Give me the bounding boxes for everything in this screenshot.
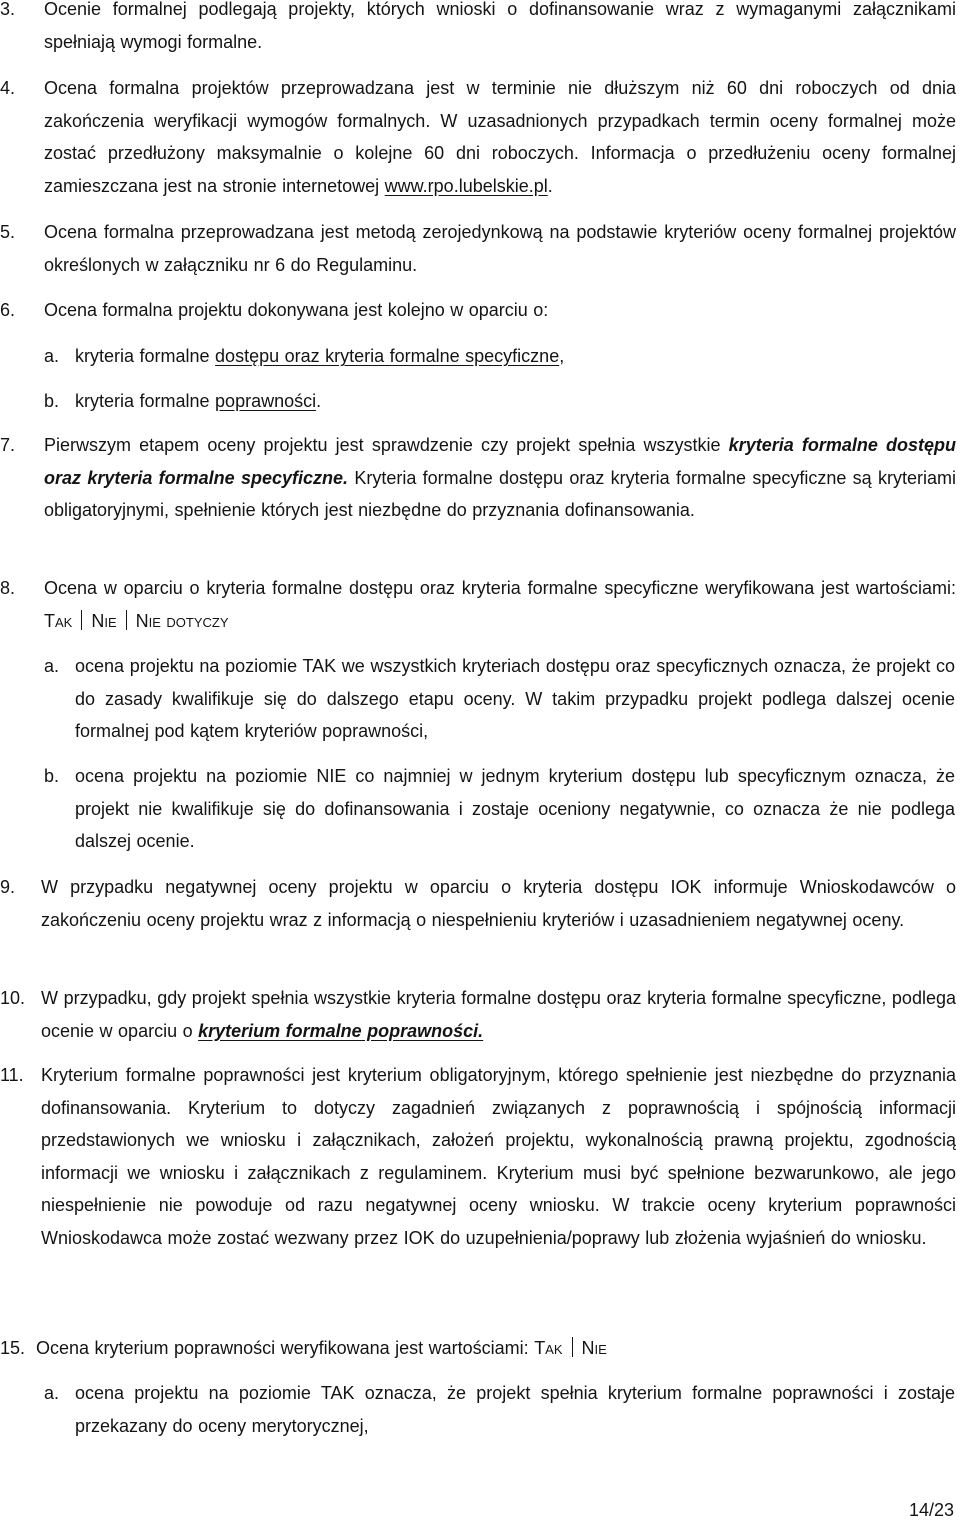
list-item-text: ocena projektu na poziomie NIE co najmniej w jednym kryterium dostępu lub specyficznym oznacza, że projekt nie kwalifikuje się do dofinansowania i zostaje oceniony negatywnie, co oznacza że nie podlega dalszej ocenie. [75,766,955,851]
value-nie: Nie [91,610,117,631]
paragraph-text: Ocena kryterium poprawności weryfikowana jest wartościami: Tak Nie [36,1338,607,1358]
value-separator [572,1337,573,1357]
paragraph-text: Ocena formalna projektów przeprowadzana jest w terminie nie dłuższym niż 60 dni roboczych od dnia zakończenia weryfikacji wymogów formalnych. W uzasadnionych przypadkach termin oceny formalnej może zostać przedłużony maksymalnie o kolejne 60 dni roboczych. Informacja o przedłużeniu oceny formalnej zamieszczana jest na stronie internetowej www.rpo.lubelskie.pl. [44,78,956,196]
value-nie: Nie [581,1338,607,1358]
list-item-text: kryteria formalne dostępu oraz kryteria formalne specyficzne, [75,346,565,366]
paragraph-text: W przypadku negatywnej oceny projektu w oparciu o kryteria dostępu IOK informuje Wnioskodawców o zakończeniu oceny projektu wraz z informacją o niespełnieniu kryteriów i uzasadnieniem negatywnej oceny. [41,877,956,930]
paragraph-text: Pierwszym etapem oceny projektu jest sprawdzenie czy projekt spełnia wszystkie kryteria formalne dostępu oraz kryteria formalne specyficzne. Kryteria formalne dostępu oraz kryteria formalne specyficzne są kryteriami obligatoryjnymi, spełnienie których jest niezbędne do przyznania dofinansowania. [44,435,957,520]
value-tak: Tak [44,610,73,631]
website-link[interactable]: www.rpo.lubelskie.pl [384,175,548,196]
paragraph-text: W przypadku, gdy projekt spełnia wszystkie kryteria formalne dostępu oraz kryteria formalne specyficzne, podlega ocenie w oparciu o kryterium formalne poprawności. [41,988,956,1041]
item-number: 4. [0,78,16,98]
list-item-text: kryteria formalne poprawności. [75,391,322,411]
list-item-text: ocena projektu na poziomie TAK oznacza, że projekt spełnia kryterium formalne poprawności i zostaje przekazany do oceny merytorycznej, [75,1383,955,1436]
paragraph-text: Ocena formalna projektu dokonywana jest kolejno w oparciu o: [44,300,549,320]
paragraph-text: Kryterium formalne poprawności jest kryterium obligatoryjnym, którego spełnienie jest niezbędne do przyznania dofinansowania. Kryterium to dotyczy zagadnień związanych z poprawnością i spójnością informacji przedstawionych we wniosku i załącznikach, założeń projektu, wykonalnością prawną projektu, zgodnością informacji we wniosku i załącznikach z regulaminem. Kryterium musi być spełnione bezwarunkowo, ale jego niespełnienie nie powoduje od razu negatywnej oceny wniosku. W trakcie oceny kryterium poprawności Wnioskodawca może zostać wezwany przez IOK do uzupełnienia/poprawy lub złożenia wyjaśnień do wniosku. [41,1065,956,1248]
value-separator [81,610,82,630]
item-letter: a. [44,346,60,366]
item-number: 3. [0,0,16,19]
item-number: 8. [0,578,16,598]
value-tak: Tak [534,1338,563,1358]
list-item-text: ocena projektu na poziomie TAK we wszystkich kryteriach dostępu oraz specyficznych oznacza, że projekt co do zasady kwalifikuje się do dalszego etapu oceny. W takim przypadku projekt podlega dalszej ocenie formalnej pod kątem kryteriów poprawności, [75,656,955,741]
item-number: 15. [0,1338,26,1358]
paragraph-text: Ocenie formalnej podlegają projekty, których wnioski o dofinansowanie wraz z wymaganymi załącznikami spełniają wymogi formalne. [44,0,956,52]
value-nie-dotyczy: Nie dotyczy [135,610,229,631]
item-number: 10. [0,988,26,1008]
item-letter: a. [44,656,60,676]
item-letter: b. [44,766,60,786]
page-number: 14/23 [908,1500,954,1520]
value-separator [126,610,127,630]
item-letter: a. [44,1383,60,1403]
item-number: 5. [0,222,16,242]
item-number: 6. [0,300,16,320]
paragraph-text: Ocena w oparciu o kryteria formalne dostępu oraz kryteria formalne specyficzne weryfikowana jest wartościami: Tak Nie Nie dotyczy [44,578,956,631]
item-letter: b. [44,391,60,411]
item-number: 11. [0,1065,24,1085]
item-number: 7. [0,435,16,455]
paragraph-text: Ocena formalna przeprowadzana jest metodą zerojedynkową na podstawie kryteriów oceny formalnej projektów określonych w załączniku nr 6 do Regulaminu. [44,222,956,275]
item-number: 9. [0,877,16,897]
